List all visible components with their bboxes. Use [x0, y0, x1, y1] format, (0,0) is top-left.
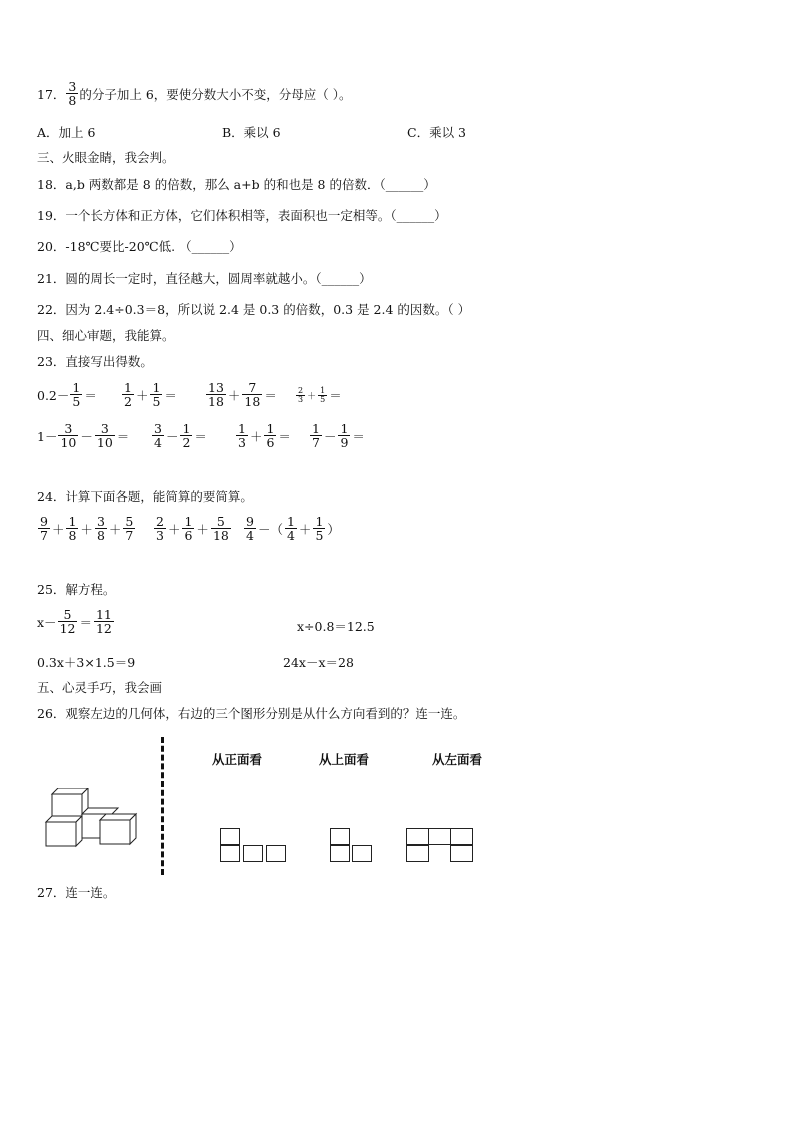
expression[interactable]: $\frac{3}{4}$ － $\frac{1}{2}$ ＝: [154, 421, 207, 450]
question-19[interactable]: 19．一个长方体和正方体，它们体积相等，表面积也一定相等。（______）: [37, 208, 447, 223]
option-b[interactable]: B．乘以 6: [222, 125, 281, 140]
fraction: $\frac{1}{5}$: [315, 514, 324, 543]
fraction: $\frac{1}{9}$: [340, 421, 349, 450]
grid-cell: [450, 845, 473, 862]
fraction: $\frac{9}{7}$: [40, 514, 48, 543]
grid-cell: [352, 845, 372, 862]
question-21[interactable]: 21．圆的周长一定时，直径越大，圆周率就越小。（______）: [37, 271, 372, 286]
fraction: $\frac{1}{6}$: [184, 514, 193, 543]
expression[interactable]: 1－ $\frac{3}{10}$ － $\frac{3}{10}$ ＝: [37, 421, 130, 450]
fraction: $\frac{1}{7}$: [312, 421, 320, 450]
q24-row: [37, 515, 341, 543]
view-label-left: 从左面看: [432, 752, 483, 767]
equation[interactable]: x－ $\frac{5}{12}$ ＝ $\frac{11}{12}$: [37, 607, 112, 636]
section-4-heading: 四、细心审题，我能算。: [37, 328, 175, 343]
view-label-top: 从上面看: [319, 752, 370, 767]
fraction: $\frac{1}{4}$: [286, 514, 295, 543]
question-number: 17．: [37, 87, 66, 102]
fraction: $\frac{3}{8}$: [68, 79, 77, 108]
fraction: $\frac{1}{5}$: [72, 380, 81, 409]
fraction: $\frac{5}{12}$: [59, 607, 76, 636]
grid-cell: [220, 828, 240, 845]
section-5-heading: 五、心灵手巧，我会画: [37, 680, 163, 695]
divider-dashed-line: [161, 737, 164, 875]
expression[interactable]: $\frac{2}{3}$ ＋ $\frac{1}{5}$ ＝: [298, 385, 342, 404]
grid-cell: [220, 845, 240, 862]
q23-row-1: [37, 381, 343, 409]
fraction: $\frac{1}{3}$: [238, 421, 246, 450]
fraction: $\frac{3}{4}$: [154, 421, 162, 450]
view-label-front: 从正面看: [212, 752, 263, 767]
fraction: $\frac{9}{4}$: [246, 514, 254, 543]
fraction: $\frac{7}{18}$: [244, 380, 261, 409]
fraction: $\frac{1}{6}$: [266, 421, 275, 450]
expression[interactable]: $\frac{9}{7}$ ＋ $\frac{1}{8}$ ＋ $\frac{3}{8}$ ＋ $\frac{5}{7}$: [40, 514, 134, 543]
fraction: $\frac{1}{5}$: [320, 385, 326, 404]
expression[interactable]: $\frac{2}{3}$ ＋ $\frac{1}{6}$ ＋ $\frac{5}{18}$: [156, 514, 229, 543]
expression[interactable]: $\frac{1}{7}$ － $\frac{1}{9}$ ＝: [312, 421, 365, 450]
q23-row-2: [37, 422, 366, 450]
expression[interactable]: $\frac{1}{2}$ ＋ $\frac{1}{5}$ ＝: [124, 380, 177, 409]
equation[interactable]: 24x－x＝28: [283, 655, 354, 670]
option-c[interactable]: C．乘以 3: [407, 125, 466, 140]
question-text: 的分子加上 6，要使分数大小不变，分母应（ ）。: [79, 87, 352, 102]
equation[interactable]: 0.3x＋3×1.5＝9: [37, 655, 136, 670]
fraction: $\frac{1}{2}$: [124, 380, 132, 409]
fraction: $\frac{1}{2}$: [182, 421, 191, 450]
grid-cell: [428, 828, 451, 845]
fraction: $\frac{5}{18}$: [212, 514, 229, 543]
question-25-title: 25．解方程。: [37, 582, 116, 597]
grid-cell: [330, 845, 350, 862]
expression[interactable]: $\frac{1}{3}$ ＋ $\frac{1}{6}$ ＝: [238, 421, 291, 450]
fraction: $\frac{13}{18}$: [208, 380, 224, 409]
question-17: [37, 80, 352, 108]
grid-cell: [406, 845, 429, 862]
question-22[interactable]: 22．因为 2.4÷0.3＝8，所以说 2.4 是 0.3 的倍数，0.3 是 2.4 的因数。（ ）: [37, 302, 471, 317]
question-24-title: 24．计算下面各题，能简算的要简算。: [37, 489, 253, 504]
fraction: $\frac{1}{8}$: [68, 514, 77, 543]
grid-cell: [450, 828, 473, 845]
grid-cell: [330, 828, 350, 845]
fraction: $\frac{2}{3}$: [156, 514, 164, 543]
option-a[interactable]: A．加上 6: [37, 125, 96, 140]
section-3-heading: 三、火眼金睛，我会判。: [37, 150, 175, 165]
fraction: $\frac{11}{12}$: [95, 607, 112, 636]
grid-cell: [243, 845, 263, 862]
fraction: $\frac{3}{10}$: [60, 421, 77, 450]
fraction: $\frac{1}{5}$: [152, 380, 161, 409]
fraction: $\frac{5}{7}$: [125, 514, 134, 543]
fraction: $\frac{3}{8}$: [96, 514, 105, 543]
question-27: 27．连一连。: [37, 885, 116, 900]
grid-cell: [406, 828, 429, 845]
expression[interactable]: $\frac{13}{18}$ ＋ $\frac{7}{18}$ ＝: [208, 380, 277, 409]
question-20[interactable]: 20．-18℃要比-20℃低. （______）: [37, 239, 242, 254]
expression[interactable]: 0.2－ $\frac{1}{5}$ ＝: [37, 380, 97, 409]
question-23-title: 23．直接写出得数。: [37, 354, 153, 369]
equation[interactable]: x÷0.8＝12.5: [297, 619, 375, 634]
cube-solid-figure: [40, 788, 140, 850]
question-26-title: 26．观察左边的几何体，右边的三个图形分别是从什么方向看到的？连一连。: [37, 706, 466, 721]
expression[interactable]: $\frac{9}{4}$ －（ $\frac{1}{4}$ ＋ $\frac{1}{5}$ ）: [246, 514, 340, 543]
grid-cell: [266, 845, 286, 862]
question-18[interactable]: 18．a,b 两数都是 8 的倍数，那么 a+b 的和也是 8 的倍数．（______）: [37, 177, 436, 192]
fraction: $\frac{3}{10}$: [96, 421, 113, 450]
fraction: $\frac{2}{3}$: [298, 385, 304, 404]
